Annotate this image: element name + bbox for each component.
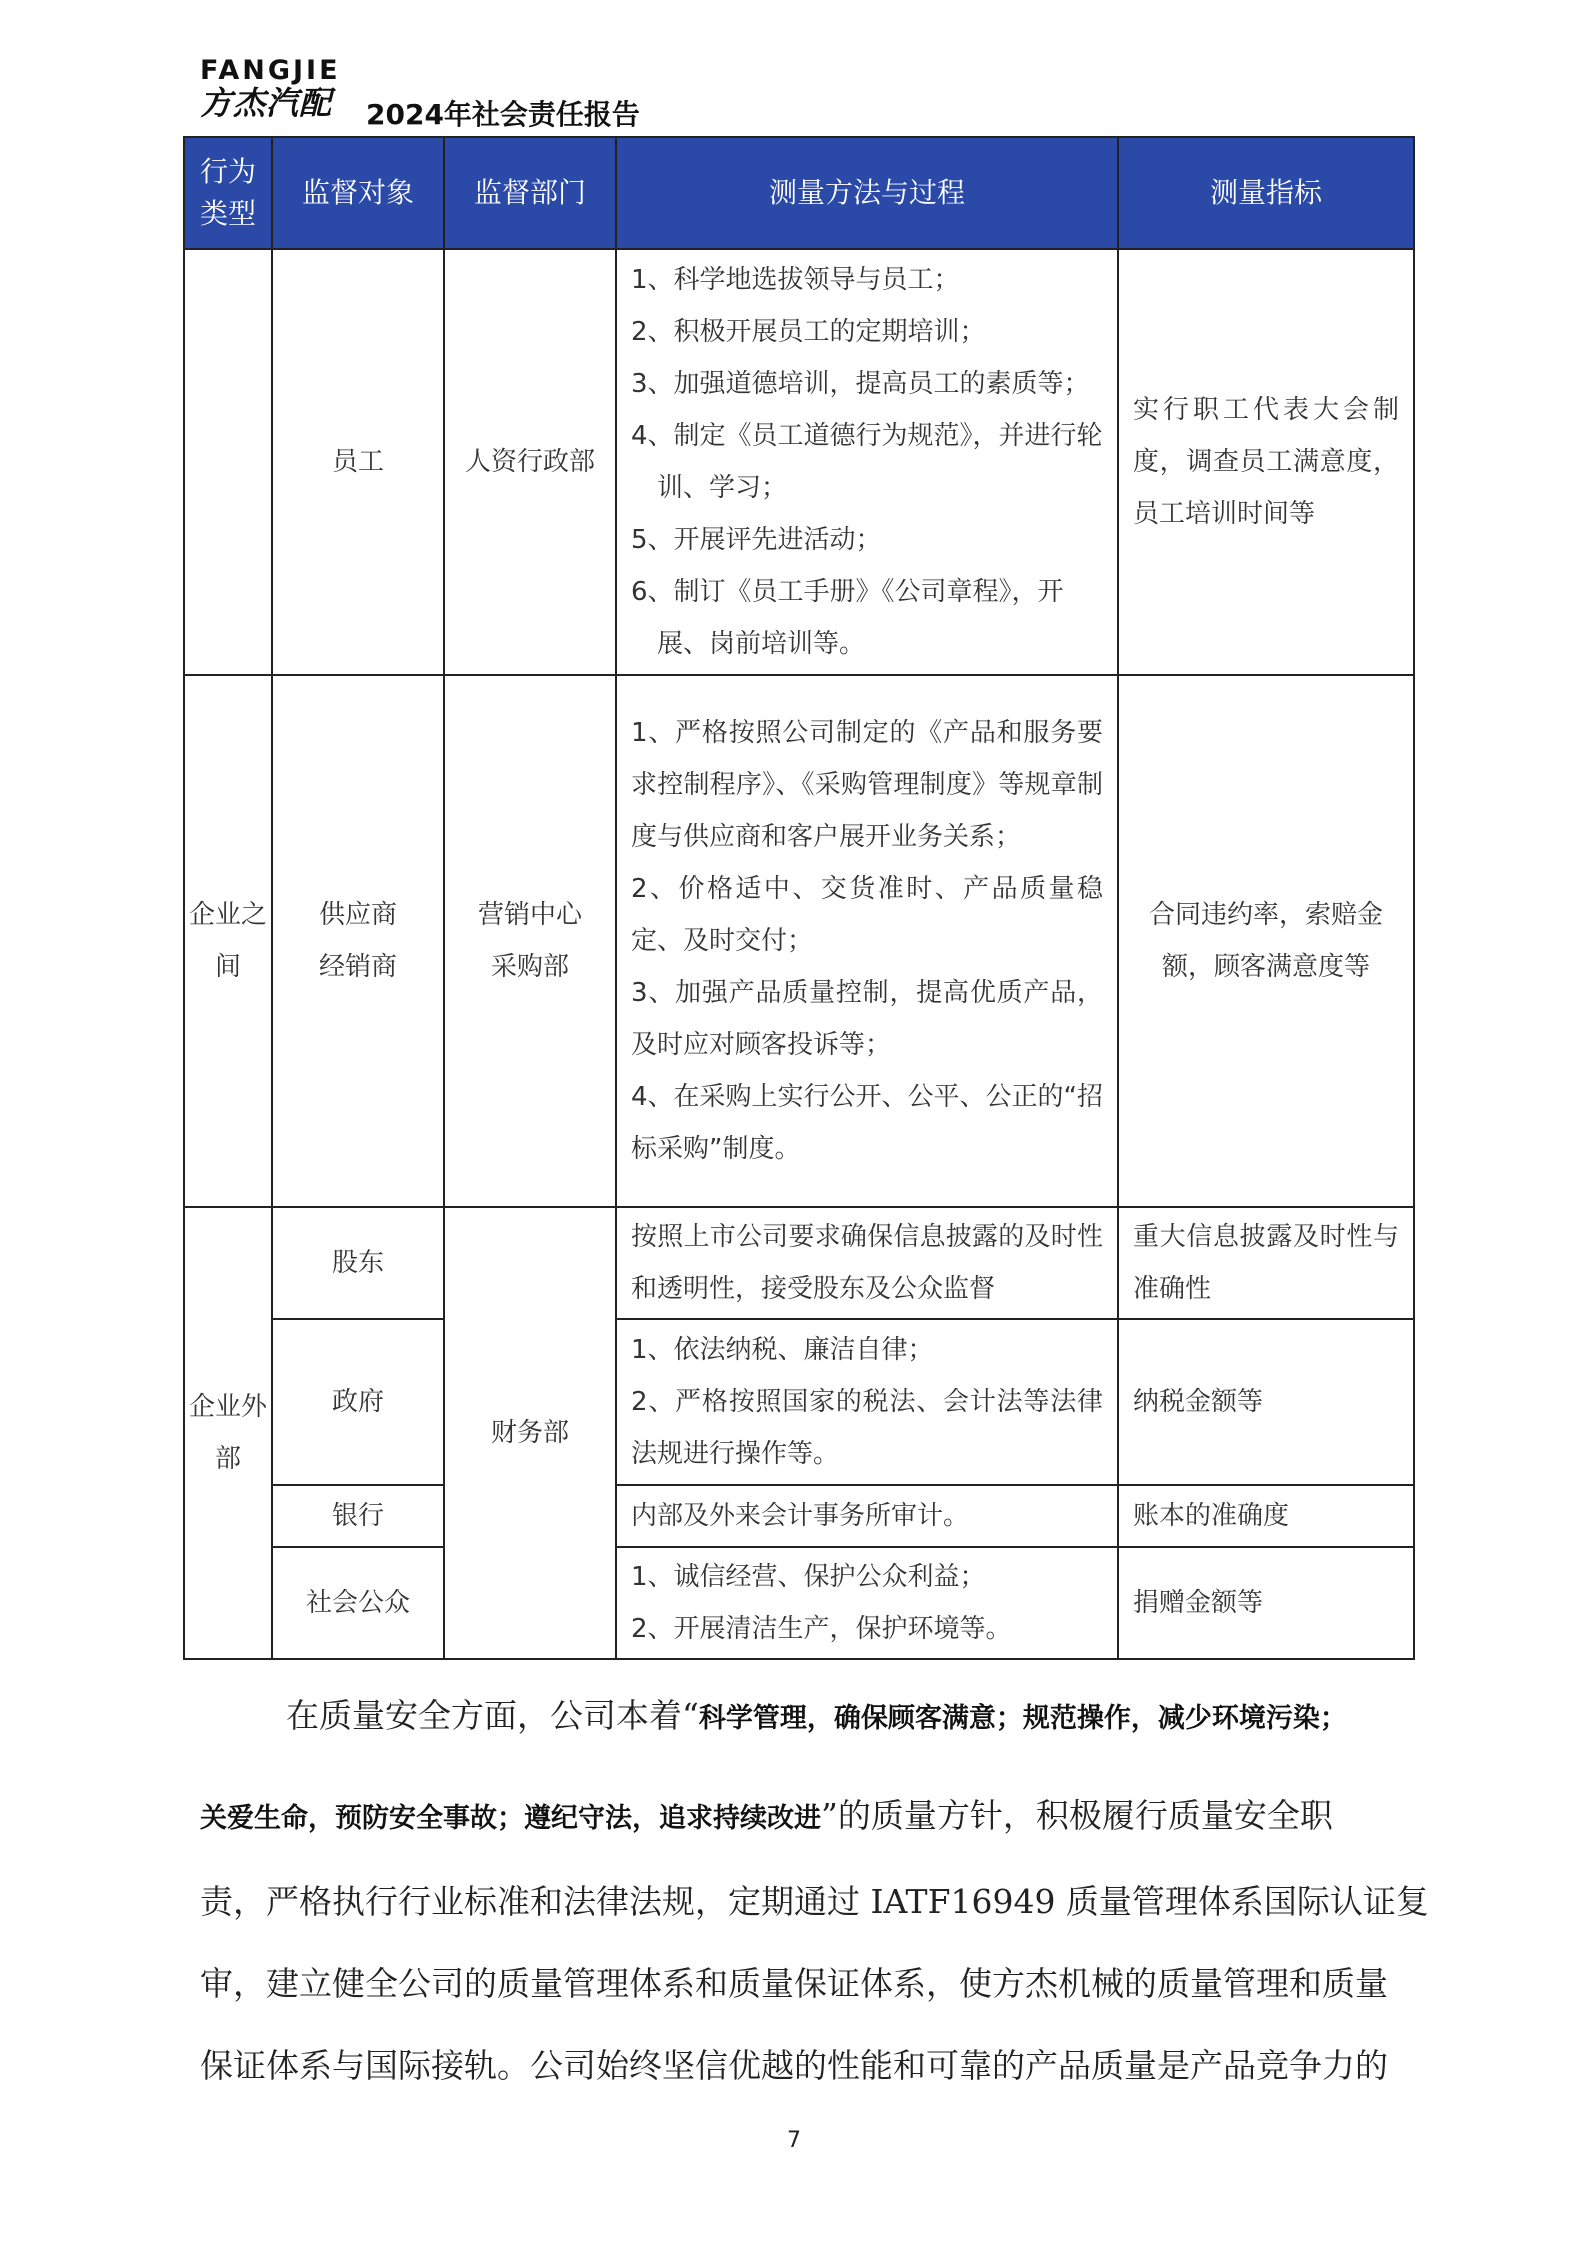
quality-policy-bold: 关爱生命，预防安全事故；遵纪守法，追求持续改进 bbox=[200, 1803, 821, 1834]
cell-object: 银行 bbox=[272, 1485, 444, 1547]
cell-object: 供应商经销商 bbox=[272, 675, 444, 1207]
header-metric: 测量指标 bbox=[1118, 137, 1414, 249]
cell-method: 按照上市公司要求确保信息披露的及时性和透明性，接受股东及公众监督 bbox=[616, 1207, 1118, 1319]
cell-type: 企业外部 bbox=[184, 1207, 272, 1659]
method-item: 2、价格适中、交货准时、产品质量稳定、及时交付； bbox=[631, 874, 1103, 956]
cell-metric: 重大信息披露及时性与准确性 bbox=[1118, 1207, 1414, 1319]
method-item: 6、制订《员工手册》《公司章程》，开展、岗前培训等。 bbox=[631, 577, 1064, 659]
method-item: 2、积极开展员工的定期培训； bbox=[631, 317, 986, 347]
quality-policy-bold: 科学管理，确保顾客满意；规范操作，减少环境污染； bbox=[698, 1703, 1347, 1734]
cell-object: 股东 bbox=[272, 1207, 444, 1319]
header-object: 监督对象 bbox=[272, 137, 444, 249]
method-item: 3、加强产品质量控制，提高优质产品，及时应对顾客投诉等； bbox=[631, 978, 1103, 1060]
method-item: 2、开展清洁生产，保护环境等。 bbox=[631, 1614, 1012, 1644]
method-item: 4、制定《员工道德行为规范》，并进行轮训、学习； bbox=[631, 421, 1103, 503]
cell-method bbox=[616, 1319, 1118, 1485]
cell-method: 内部及外来会计事务所审计。 bbox=[616, 1485, 1118, 1547]
cell-type-empty bbox=[184, 249, 272, 675]
cell-metric: 账本的准确度 bbox=[1118, 1485, 1414, 1547]
paragraph-text: 在质量安全方面，公司本着“ bbox=[286, 1696, 699, 1735]
report-title: 2024年社会责任报告 bbox=[366, 98, 640, 131]
cell-object: 社会公众 bbox=[272, 1547, 444, 1659]
method-item: 5、开展评先进活动； bbox=[631, 525, 882, 555]
cell-metric: 纳税金额等 bbox=[1118, 1319, 1414, 1485]
paragraph-line bbox=[200, 1790, 1333, 1837]
paragraph-line bbox=[286, 1690, 1347, 1737]
table-row bbox=[184, 249, 1414, 675]
method-item: 1、诚信经营、保护公众利益； bbox=[631, 1562, 986, 1592]
cell-metric: 实行职工代表大会制度，调查员工满意度，员工培训时间等 bbox=[1118, 249, 1414, 675]
method-item: 1、依法纳税、廉洁自律； bbox=[631, 1335, 934, 1365]
method-item: 1、科学地选拔领导与员工； bbox=[631, 265, 960, 295]
table-row bbox=[184, 1207, 1414, 1319]
table-row bbox=[184, 1485, 1414, 1547]
cell-department: 人资行政部 bbox=[444, 249, 616, 675]
method-item: 4、在采购上实行公开、公平、公正的“招标采购”制度。 bbox=[631, 1082, 1104, 1164]
cell-object: 政府 bbox=[272, 1319, 444, 1485]
page-number: 7 bbox=[787, 2128, 801, 2153]
cell-method bbox=[616, 249, 1118, 675]
table-row bbox=[184, 675, 1414, 1207]
paragraph-line: 保证体系与国际接轨。公司始终坚信优越的性能和可靠的产品质量是产品竞争力的 bbox=[200, 2046, 1388, 2085]
cell-method bbox=[616, 1547, 1118, 1659]
paragraph-line: 审，建立健全公司的质量管理体系和质量保证体系，使方杰机械的质量管理和质量 bbox=[200, 1964, 1388, 2003]
cell-department: 营销中心采购部 bbox=[444, 675, 616, 1207]
method-item: 2、严格按照国家的税法、会计法等法律法规进行操作等。 bbox=[631, 1387, 1103, 1469]
header-method: 测量方法与过程 bbox=[616, 137, 1118, 249]
responsibility-table bbox=[183, 136, 1415, 1660]
logo-english: FANGJIE bbox=[200, 55, 341, 86]
cell-method bbox=[616, 675, 1118, 1207]
table-header-row bbox=[184, 137, 1414, 249]
header-behavior-type: 行为类型 bbox=[184, 137, 272, 249]
cell-metric: 捐赠金额等 bbox=[1118, 1547, 1414, 1659]
paragraph-line: 责，严格执行行业标准和法律法规，定期通过 IATF16949 质量管理体系国际认证复 bbox=[200, 1882, 1429, 1921]
paragraph-text: ”的质量方针，积极履行质量安全职 bbox=[821, 1796, 1333, 1835]
table-row bbox=[184, 1319, 1414, 1485]
table-row bbox=[184, 1547, 1414, 1659]
company-logo bbox=[200, 55, 370, 122]
method-item: 3、加强道德培训，提高员工的素质等； bbox=[631, 369, 1090, 399]
cell-object: 员工 bbox=[272, 249, 444, 675]
cell-department: 财务部 bbox=[444, 1207, 616, 1659]
cell-type: 企业之间 bbox=[184, 675, 272, 1207]
method-item: 1、严格按照公司制定的《产品和服务要求控制程序》、《采购管理制度》等规章制度与供应商和客户展开业务关系； bbox=[631, 718, 1103, 852]
logo-chinese: 方杰汽配 bbox=[200, 84, 333, 122]
header-department: 监督部门 bbox=[444, 137, 616, 249]
cell-metric: 合同违约率，索赔金额，顾客满意度等 bbox=[1118, 675, 1414, 1207]
